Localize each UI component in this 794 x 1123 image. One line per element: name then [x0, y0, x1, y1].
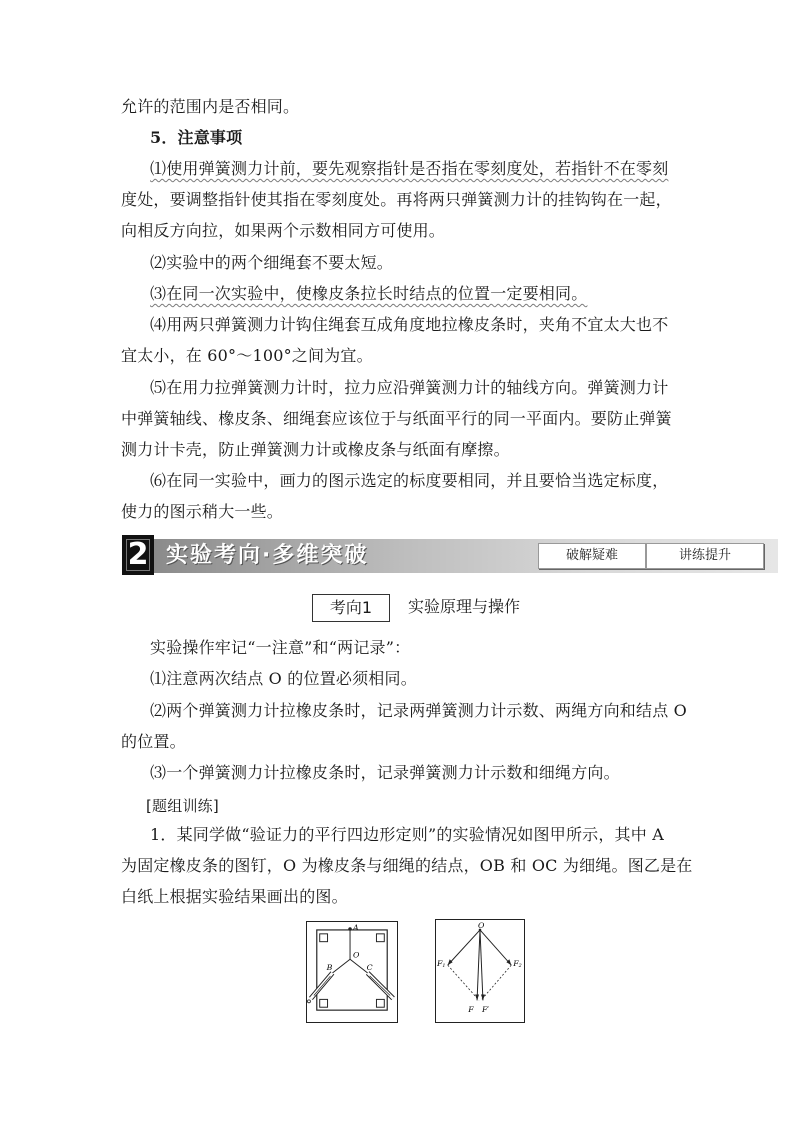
note-1-line-3: 向相反方向拉，如果两个示数相同方可使用。	[121, 221, 446, 240]
label-f-prime: F′	[481, 1005, 490, 1015]
label-f: F	[468, 1005, 474, 1015]
section-banner	[122, 535, 778, 575]
dashed-f2-side	[481, 965, 511, 1000]
button-crack-difficulty[interactable]: 破解疑难	[538, 543, 646, 569]
section-intro: 实验操作牢记“一注意”和“两记录”：	[150, 638, 411, 657]
banner-title: 实验考向·多维突破	[166, 543, 369, 568]
note-4-line-1: ⑷用两只弹簧测力计钩住绳套互成角度地拉橡皮条时，夹角不宜太大也不	[150, 315, 669, 334]
label-b: B	[326, 963, 333, 973]
label-a: A	[352, 922, 359, 932]
section-point-2-line-2: 的位置。	[121, 732, 186, 751]
corner-pin-br	[376, 999, 384, 1007]
label-o-right: O	[478, 920, 485, 930]
question-1-line-1: 1．某同学做“验证力的平行四边形定则”的实验情况如图甲所示，其中 A	[150, 825, 664, 844]
button-practice-improve[interactable]: 讲练提升	[646, 543, 764, 569]
vector-f-prime	[480, 930, 483, 1000]
note-2: ⑵实验中的两个细绳套不要太短。	[150, 253, 394, 272]
spring-scale-right	[368, 973, 393, 998]
corner-pin-bl	[320, 999, 328, 1007]
note-1-line-1	[150, 158, 668, 180]
section-point-3: ⑶一个弹簧测力计拉橡皮条时，记录弹簧测力计示数和细绳方向。	[150, 763, 620, 782]
banner-number: 2	[122, 535, 154, 575]
note-5-line-2: 中弹簧轴线、橡皮条、细绳套应该位于与纸面平行的同一平面内。要防止弹簧	[121, 409, 672, 428]
vector-f1	[448, 930, 480, 965]
note-3-text: ⑶在同一次实验中，使橡皮条拉长时结点的位置一定要相同。	[150, 284, 588, 303]
vector-f2	[480, 930, 511, 965]
label-c: C	[366, 963, 373, 973]
corner-pin-tr	[376, 934, 384, 942]
section-title: 实验原理与操作	[408, 597, 521, 616]
continuation-text: 允许的范围内是否相同。	[121, 97, 300, 116]
label-f1: F1	[436, 959, 446, 970]
note-1-line-1-text: ⑴使用弹簧测力计前，要先观察指针是否指在零刻度处，若指针不在零刻	[150, 159, 669, 178]
note-5-line-1: ⑸在用力拉弹簧测力计时，拉力应沿弹簧测力计的轴线方向。弹簧测力计	[150, 378, 669, 397]
vector-f	[477, 930, 480, 1000]
question-1-line-2: 为固定橡皮条的图钉，O 为橡皮条与细绳的结点，OB 和 OC 为细绳。图乙是在	[121, 856, 693, 875]
label-o: O	[352, 950, 360, 960]
section-tag: 考向1	[312, 594, 390, 622]
spring-scale-left	[307, 973, 332, 1003]
question-1-line-3: 白纸上根据实验结果画出的图。	[121, 887, 348, 906]
figure-force-diagram	[435, 919, 525, 1023]
arrow-f-prime	[481, 994, 485, 1000]
note-6-line-2: 使力的图示稍大一些。	[121, 502, 284, 521]
note-4-line-2: 宜太小，在 60°～100°之间为宜。	[121, 346, 373, 365]
section-point-2-line-1: ⑵两个弹簧测力计拉橡皮条时，记录两弹簧测力计示数、两绳方向和结点 O	[150, 701, 688, 720]
note-1-line-2: 度处，要调整指针使其指在零刻度处。再将两只弹簧测力计的挂钩钩在一起，	[121, 190, 672, 209]
arrow-f	[475, 994, 479, 1000]
dashed-f1-side	[448, 965, 479, 1000]
corner-pin-tl	[320, 934, 328, 942]
label-f2: F2	[513, 959, 522, 970]
notes-heading: 5．注意事项	[150, 128, 243, 147]
note-3	[150, 283, 587, 305]
figure-experiment-setup	[306, 921, 398, 1023]
string-oc	[350, 959, 368, 973]
note-5-line-3: 测力计卡壳，防止弹簧测力计或橡皮条与纸面有摩擦。	[121, 440, 510, 459]
string-ob	[332, 959, 350, 973]
training-label: [题组训练]	[146, 797, 219, 815]
section-point-1: ⑴注意两次结点 O 的位置必须相同。	[150, 669, 417, 688]
note-6-line-1: ⑹在同一实验中，画力的图示选定的标度要相同，并且要恰当选定标度，	[150, 471, 669, 490]
